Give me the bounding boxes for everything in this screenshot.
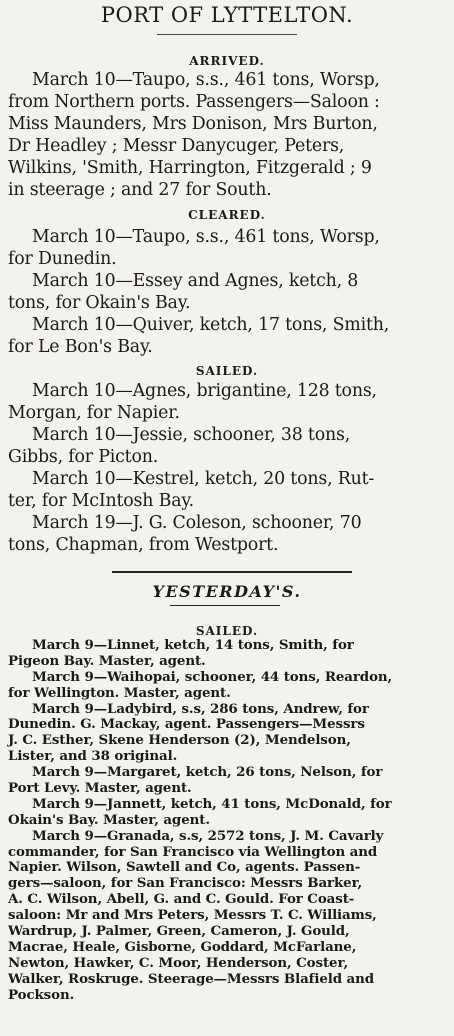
yesterdays-line: March 9—Jannett, ketch, 41 tons, McDonald, for [32,795,392,812]
arrived-line: Wilkins, 'Smith, Harrington, Fitzgerald ; 9 [8,158,372,178]
yesterdays-line: Okain's Bay. Master, agent. [8,811,210,828]
yesterdays-heading: YESTERDAY'S. [152,582,302,601]
arrived-line: Miss Maunders, Mrs Donison, Mrs Burton, [8,114,378,134]
yesterdays-line: A. C. Wilson, Abell, G. and C. Gould. For Coast- [8,891,355,908]
yesterdays-line: J. C. Esther, Skene Henderson (2), Mendelson, [8,732,351,749]
yesterdays-line: Newton, Hawker, C. Moor, Henderson, Coster, [8,954,349,971]
sailed-line: ter, for McIntosh Bay. [8,491,195,511]
cleared-line: March 10—Taupo, s.s., 461 tons, Worsp, [32,227,380,247]
sailed-line: tons, Chapman, from Westport. [8,535,279,555]
yesterdays-line: saloon: Mr and Mrs Peters, Messrs T. C. Williams, [8,907,377,924]
page-title: PORT OF LYTTELTON. [100,3,354,27]
yesterdays-sailed-heading: SAILED. [195,624,259,638]
yesterdays-line: commander, for San Francisco via Wellington and [8,843,378,860]
section-divider [112,571,352,573]
arrived-line: Dr Headley ; Messr Danycuger, Peters, [8,136,345,156]
yesterdays-section [8,638,448,1003]
sailed-line: Gibbs, for Picton. [8,447,159,467]
cleared-line: March 10—Quiver, ketch, 17 tons, Smith, [32,315,390,335]
yesterdays-line: March 9—Linnet, ketch, 14 tons, Smith, for [32,637,354,653]
sailed-line: March 10—Agnes, brigantine, 128 tons, [32,381,377,401]
arrived-line: March 10—Taupo, s.s., 461 tons, Worsp, [32,70,380,90]
title-rule [157,34,297,35]
yesterdays-line: Wardrup, J. Palmer, Green, Cameron, J. Gould, [8,923,350,940]
sailed-line: March 10—Jessie, schooner, 38 tons, [32,425,351,445]
cleared-heading: CLEARED. [188,208,266,222]
sailed-section [8,380,446,556]
yesterdays-line: March 9—Ladybird, s.s, 286 tons, Andrew, for [32,700,369,717]
yesterdays-line: Macrae, Heale, Gisborne, Goddard, McFarlane, [8,938,357,955]
cleared-line: tons, for Okain's Bay. [8,293,191,313]
yesterdays-line: March 9—Waihopai, schooner, 44 tons, Reardon, [32,668,393,685]
yesterdays-line: gers—saloon, for San Francisco: Messrs Barker, [8,875,363,892]
sailed-line: March 10—Kestrel, ketch, 20 tons, Rut- [32,469,375,489]
arrived-heading: ARRIVED. [189,54,265,68]
yesterdays-line: for Wellington. Master, agent. [8,684,231,701]
yesterdays-line: Napier. Wilson, Sawtell and Co, agents. Passen- [8,859,361,876]
arrived-section [8,69,446,201]
yesterdays-line: Pigeon Bay. Master, agent. [8,652,206,669]
yesterdays-line: Dunedin. G. Mackay, agent. Passengers—Messrs [8,716,365,733]
arrived-line: from Northern ports. Passengers—Saloon : [8,92,380,112]
sailed-heading: SAILED. [195,364,259,378]
cleared-line: for Le Bon's Bay. [8,337,153,357]
cleared-section [8,226,446,358]
yesterdays-line: Pockson. [8,986,75,1003]
yesterdays-line: Port Levy. Master, agent. [8,780,192,797]
yesterdays-rule [170,605,280,606]
yesterdays-line: March 9—Granada, s.s, 2572 tons, J. M. Cavarly [32,827,384,844]
cleared-line: for Dunedin. [8,249,117,269]
arrived-line: in steerage ; and 27 for South. [8,180,272,200]
cleared-line: March 10—Essey and Agnes, ketch, 8 [32,271,359,291]
yesterdays-line: Lister, and 38 original. [8,748,178,765]
yesterdays-line: March 9—Margaret, ketch, 26 tons, Nelson, for [32,764,383,781]
yesterdays-line: Walker, Roskruge. Steerage—Messrs Blafield and [8,970,375,987]
sailed-line: Morgan, for Napier. [8,403,180,423]
sailed-line: March 19—J. G. Coleson, schooner, 70 [32,513,362,533]
